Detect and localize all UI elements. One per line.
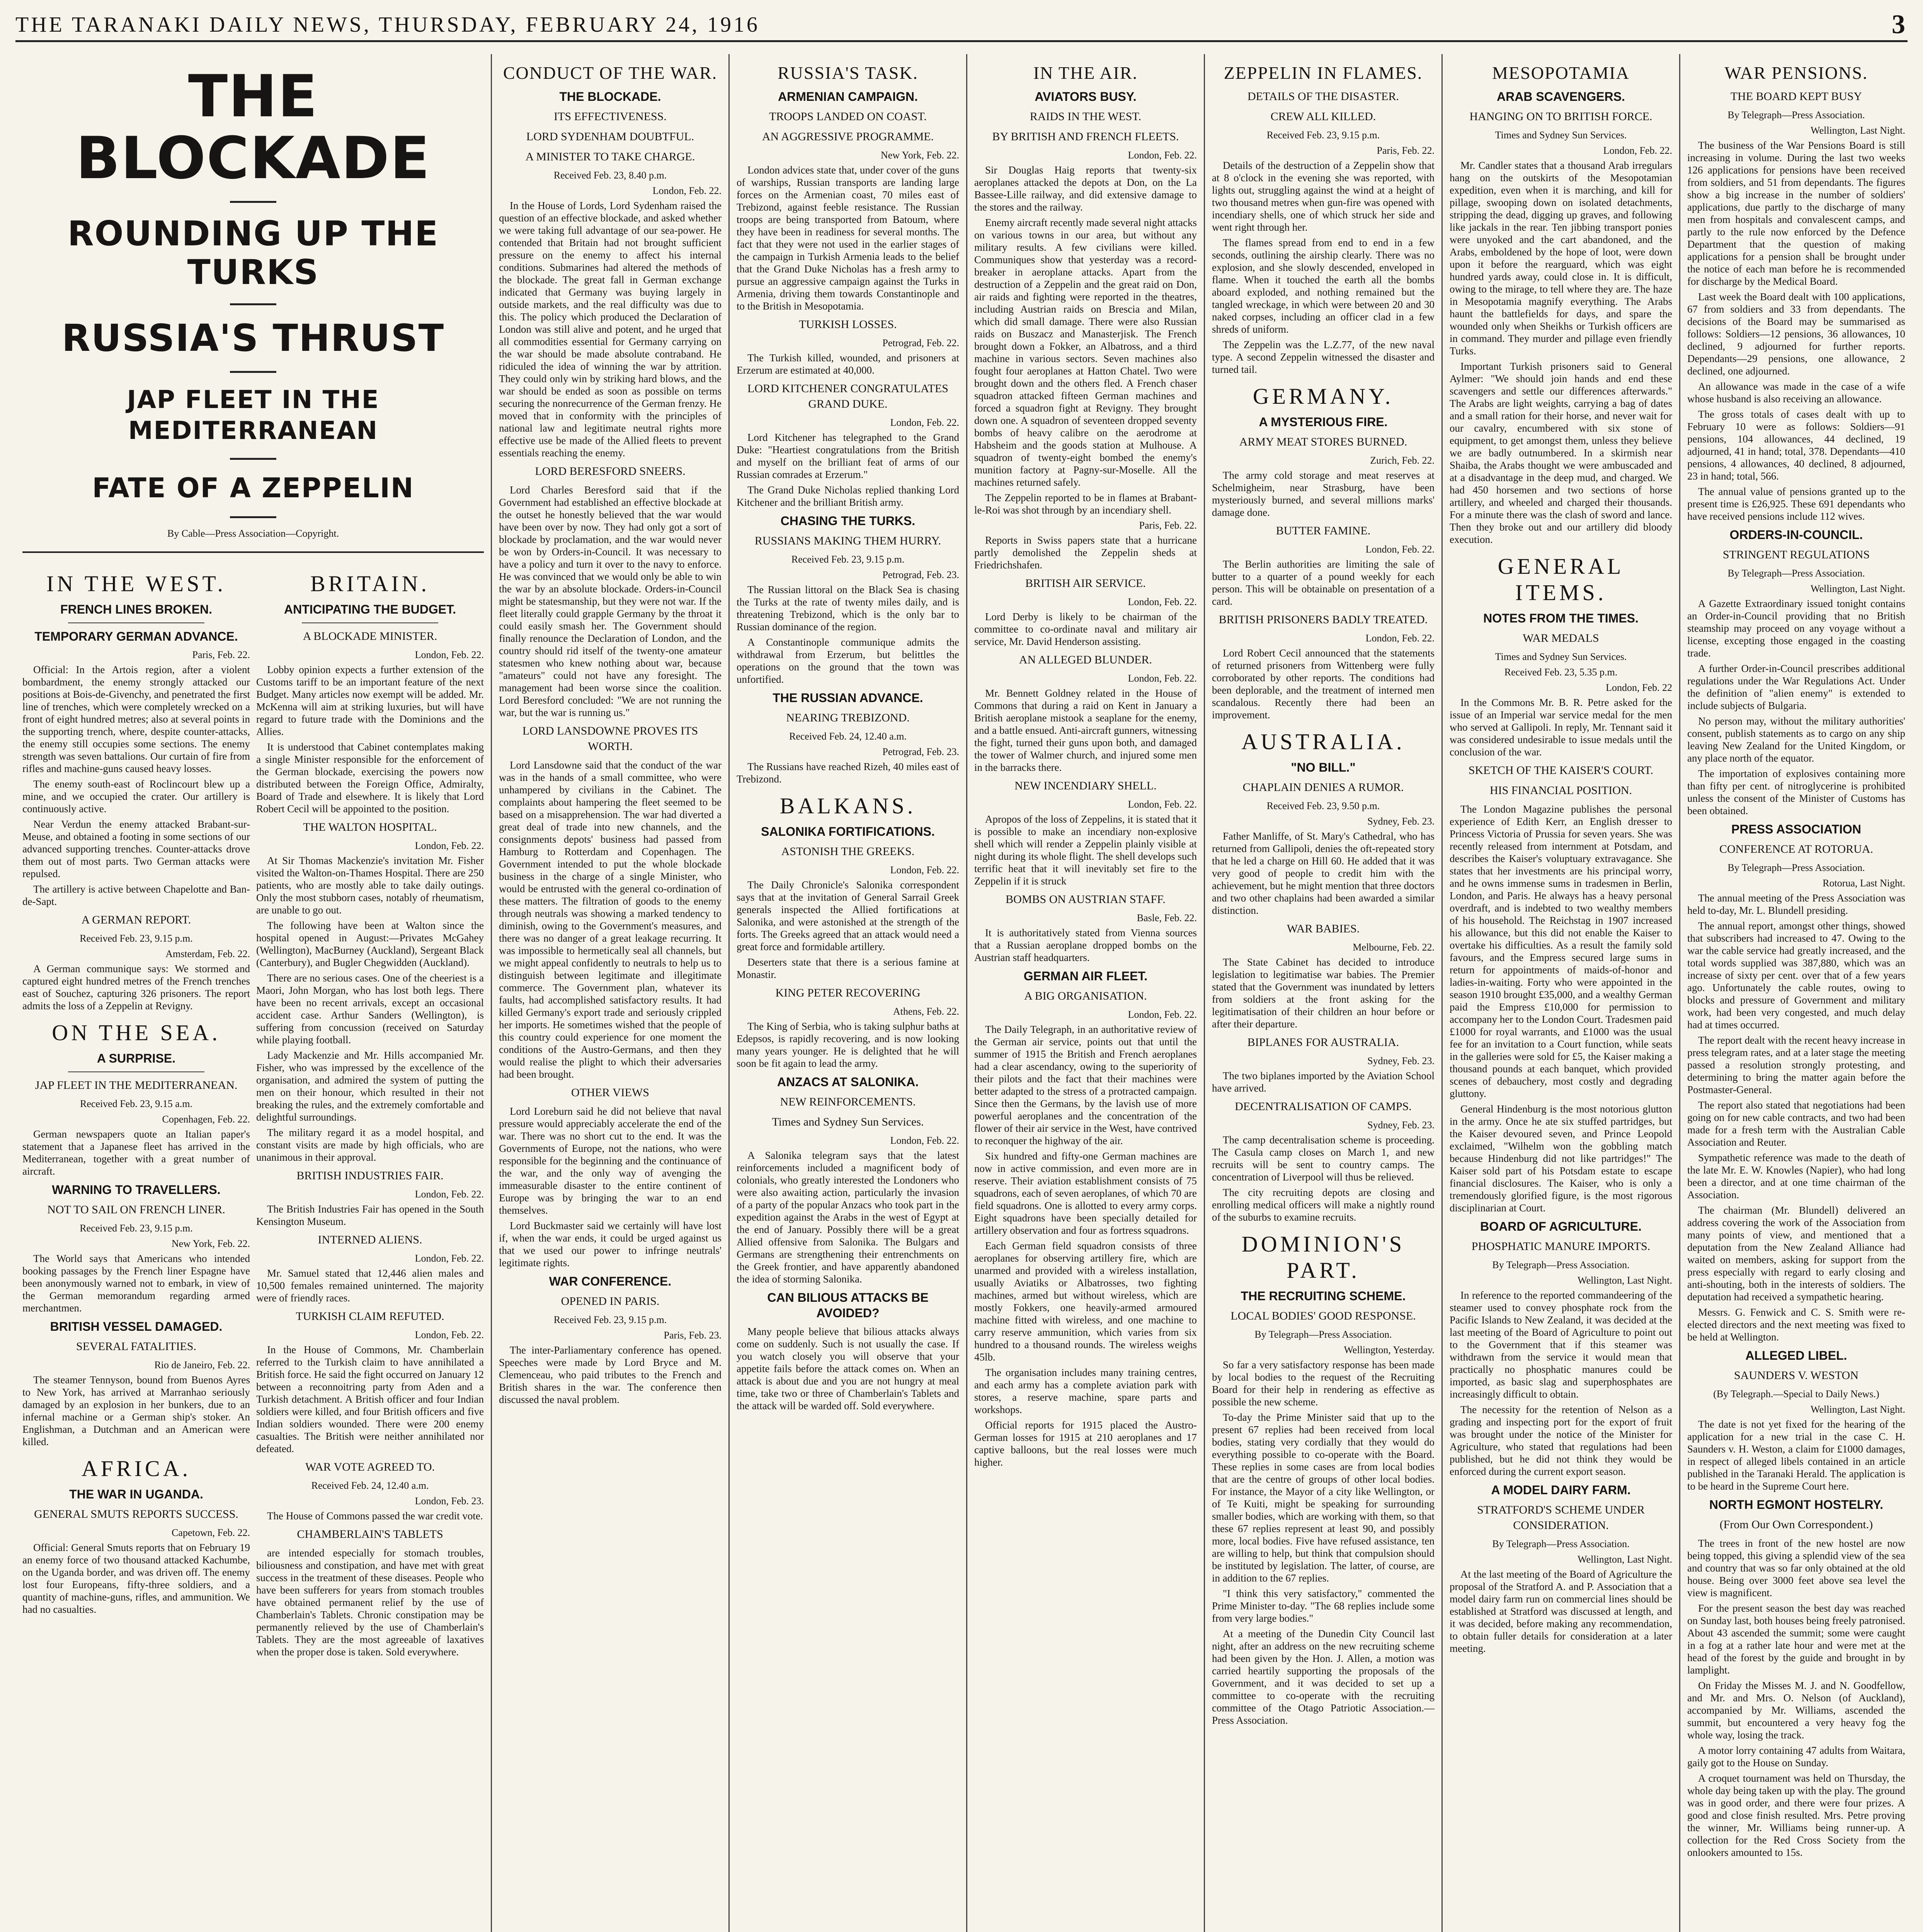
dateline: London, Feb. 22. bbox=[1603, 145, 1672, 156]
byline: By Telegraph—Press Association. bbox=[1492, 1259, 1630, 1270]
column-war-pensions bbox=[1680, 54, 1912, 1932]
divider bbox=[302, 622, 438, 623]
paragraph: Lord Lansdowne said that the conduct of the war was in the hands of a small committee, who were unhampered by civilians in the Cabinet. The complaints about hampering the fleet seemed to be based on a misapprehension. The war had diverted a great deal of trade into new channels, and the consignments depots' business had passed from Hamburg to Rotterdam and Copenhagen. The Government intended to put the whole blockade business in the charge of a single Minister, who would be entrusted with the general co-ordination of these matters. The filtration of goods to the enemy through neutrals was showing a marked tendency to diminish, owing to the Government's measures, and there was no danger of a great leakage recurring. It was impossible to hermetically seal all channels, but we might appeal confidently to neutrals to help us to distinguish between legitimate and illegitimate commerce. The Government plan, whatever its faults, had accomplished satisfactory results. It had killed Germany's export trade and seriously crippled her imports. He sometimes wished that the people of this country could experience for one moment the conditions of the Austro-Germans, and then they would realise the plight to which their adversaries had been brought. bbox=[499, 759, 722, 1080]
paragraph: The steamer Tennyson, bound from Buenos Ayres to New York, has arrived at Marranhao seriously damaged by an explosion in her bunkers, due to an infernal machine or a German ship's stoker. An Englishman, a Dutchman and an American were killed. bbox=[22, 1374, 250, 1447]
advert-text: are intended especially for stomach troubles, biliousness and constipation, and have met with great success in the treatment of these diseases. People who have been sufferers for years from stomach troubles have obtained permanent relief by the use of Chamberlain's Tablets. Chronic constipation may be permanently relieved by the use of Chamberlain's Tablets. They are the most agreeable of laxatives when the proper dose is taken. Sold everywhere. bbox=[256, 1547, 484, 1658]
dateline: Rotorua, Last Night. bbox=[1823, 878, 1905, 889]
dateline: London, Feb. 22. bbox=[1128, 1009, 1197, 1020]
subheading: WAR VOTE AGREED TO. bbox=[305, 1461, 435, 1473]
received-line: Received Feb. 23, 8.40 p.m. bbox=[553, 170, 667, 181]
section-heading: RUSSIA'S TASK. bbox=[777, 63, 919, 83]
subheading: WARNING TO TRAVELLERS. bbox=[52, 1183, 221, 1197]
paragraph: The State Cabinet has decided to introduce legislation to legitimatise war babies. The Premier stated that the Government was inundated by letters from soldiers at the front asking for the legitimatisation of their children an hour before or after their departure. bbox=[1212, 956, 1435, 1030]
paragraph: There are no serious cases. One of the cheeriest is a Maori, John Morgan, who has lost both legs. There have been no recent arrivals, except an occasional accident case. Arthur Sanders (Wellington), is suffering from concussion (received on Saturday while playing football. bbox=[256, 972, 484, 1046]
dateline: London, Feb. 22. bbox=[415, 1189, 484, 1200]
column-zeppelin-in-flames bbox=[1205, 54, 1441, 1932]
dateline: Athens, Feb. 22. bbox=[893, 1006, 959, 1017]
dateline: London, Feb. 22. bbox=[415, 840, 484, 851]
subheading: A GERMAN REPORT. bbox=[81, 913, 191, 926]
paragraph: The House of Commons passed the war credit vote. bbox=[267, 1510, 483, 1522]
subheading: ALLEGED LIBEL. bbox=[1745, 1349, 1847, 1362]
paragraph: Lord Loreburn said he did not believe that naval pressure would appreciably accelerate the end of the war. There was no short cut to the end. It was the Governments of Europe, not the nations, who were responsible for the beginning and the continuance of the war, and the only way of avenging the immeasurable disaster to the entire continent of Europe was by bringing the war to an end themselves. bbox=[499, 1105, 722, 1216]
paragraph: An allowance was made in the case of a wife whose husband is also receiving an allowance. bbox=[1687, 381, 1905, 405]
dateline: London, Feb. 22. bbox=[415, 649, 484, 660]
byline: By Telegraph—Press Association. bbox=[1727, 862, 1865, 873]
divider bbox=[68, 622, 204, 623]
subcolumn-left bbox=[22, 563, 250, 1661]
received-line: Received Feb. 24, 12.40 a.m. bbox=[311, 1480, 429, 1491]
paragraph: The Russians have reached Rizeh, 40 miles east of Trebizond. bbox=[737, 761, 959, 785]
byline: By Telegraph—Press Association. bbox=[1727, 568, 1865, 579]
subheading: THE BLOCKADE. bbox=[559, 90, 661, 104]
received-line: Received Feb. 23, 9.15 p.m. bbox=[791, 554, 905, 565]
subheading: WAR BABIES. bbox=[1287, 922, 1360, 935]
paragraph: General Hindenburg is the most notorious glutton in the army. Once he ate six stuffed partridges, but the Kaiser devoured seven, and Prince Leopold exclaimed, "Wilhelm won the gobbling match because Hindenburg did not like partridges!" The Kaiser sold part of his Potsdam estate to escape financial disclosures. The Kaiser, who is only a tremendously glorified figure, is the most rigorous disciplinarian at Court. bbox=[1450, 1103, 1672, 1214]
paragraph: Mr. Samuel stated that 12,446 alien males and 10,500 females remained uninterned. The majority were of friendly races. bbox=[256, 1267, 484, 1304]
paragraph: The Russian littoral on the Black Sea is chasing the Turks at the rate of twenty miles daily, and is threatening Trebizond, which is the only bar to Russian dominance of the region. bbox=[737, 584, 959, 633]
received-line: Received Feb. 23, 9.15 p.m. bbox=[80, 933, 193, 944]
paragraph: Mr. Candler states that a thousand Arab irregulars hang on the outskirts of the Mesopotamian expedition, even when it is marching, and kill for pillage, swooping down on isolated detachments, stripping the dead, digging up graves, and following like jackals in the rear. Ten jibbing transport ponies were unyoked and the cart abandoned, and the Arabs, emboldened by the hope of loot, were down upon it before the rearguard, which was eight hundred yards away, could close in. It is difficult, owing to the mirage, to tell where they are. The haze in Mesopotamia magnify everything. The Arabs haunt the battlefields for days, and spare the wounded only when Sheikhs or Turkish officers are in command. They murder and pillage even friendly Turks. bbox=[1450, 160, 1672, 357]
paragraph: At Sir Thomas Mackenzie's invitation Mr. Fisher visited the Walton-on-Thames Hospital. There are 250 patients, who are mostly able to take daily outings. Only the most stubborn cases, notably of rheumatism, are unable to go out. bbox=[256, 855, 484, 916]
subheading: A BIG ORGANISATION. bbox=[1024, 990, 1147, 1002]
paragraph: Lord Charles Beresford said that if the Government had established an effective blockade at the outset he honestly believed that the war would have been over by now. They had only got a sort of blockade by proclamation, and the war would never be won by Orders-in-Council. It was necessary to have a policy and turn it over to the navy to enforce. He was convinced that we would only be able to win the war by an absolute blockade. Orders-in-Council might be statesmanship, but they were not war. If the fleet literally could grapple Germany by the throat it could easily smash her. The Government should finally renounce the Declaration of London, and the country should rid itself of the twenty-one amateur statesmen who knew nothing about war, because "amateurs" could not have any foresight. The management had been worse since the coalition. Lord Beresford concluded: "We are not running the war, but the war is running us." bbox=[499, 484, 722, 718]
subheading: TURKISH CLAIM REFUTED. bbox=[296, 1310, 444, 1323]
section-heading: MESOPOTAMIA bbox=[1492, 63, 1630, 83]
section-heading: ZEPPELIN IN FLAMES. bbox=[1224, 63, 1423, 83]
subheading: DECENTRALISATION OF CAMPS. bbox=[1235, 1100, 1412, 1113]
subheading: BRITISH PRISONERS BADLY TREATED. bbox=[1218, 613, 1428, 626]
page-number: 3 bbox=[1892, 10, 1908, 39]
section-heading: BALKANS. bbox=[779, 793, 916, 818]
subheading: CREW ALL KILLED. bbox=[1270, 110, 1376, 123]
byline: By Cable—Press Association—Copyright. bbox=[167, 528, 339, 539]
subheading: NEW INCENDIARY SHELL. bbox=[1014, 779, 1157, 792]
subheading: A BLOCKADE MINISTER. bbox=[303, 630, 437, 643]
dateline: Wellington, Last Night. bbox=[1578, 1275, 1672, 1286]
paragraph: Sympathetic reference was made to the death of the late Mr. E. W. Knowles (Napier), who had long been a director, and at one time chairman of the Association. bbox=[1687, 1152, 1905, 1201]
dateline: London, Feb. 22. bbox=[415, 1329, 484, 1340]
dateline: London, Feb. 22. bbox=[1365, 633, 1435, 644]
paragraph: On Friday the Misses M. J. and N. Goodfellow, and Mr. and Mrs. O. Nelson (of Auckland), accompanied by Mr. Williams, ascended the summit, but encountered a very heavy fog the whole way, losing the track. bbox=[1687, 1680, 1905, 1741]
subheading: A MODEL DAIRY FARM. bbox=[1491, 1483, 1631, 1497]
paragraph: The Daily Chronicle's Salonika correspondent says that at the invitation of General Sarrail Greek generals inspected the Allied fortifications at Salonika, and were astonished at the strength of the forts. The Greeks agreed that an attack would need a great force and formidable artillery. bbox=[737, 879, 959, 952]
dateline: London, Feb. 22. bbox=[652, 185, 722, 196]
paragraph: The following have been at Walton since the hospital opened in August:—Privates McGahey (Wellington), MacBurney (Auckland), Sergeant Black (Canterbury), and Bugler Chegwidden (Auckland). bbox=[256, 920, 484, 968]
subheading: TURKISH LOSSES. bbox=[799, 318, 897, 331]
subheading: NEARING TREBIZOND. bbox=[786, 711, 910, 724]
dateline: Paris, Feb. 22. bbox=[1139, 520, 1197, 531]
subheading: THE WAR IN UGANDA. bbox=[69, 1487, 203, 1501]
subheading: NORTH EGMONT HOSTELRY. bbox=[1709, 1498, 1884, 1512]
paragraph: The trees in front of the new hostel are now being topped, this giving a splendid view of the sea and country that was so far only obtained at the old house. Being over 3000 feet above sea level the view is magnificent. bbox=[1687, 1537, 1905, 1599]
subheading: BRITISH INDUSTRIES FAIR. bbox=[296, 1169, 444, 1182]
received-line: Received Feb. 24, 12.40 a.m. bbox=[789, 731, 907, 742]
subheading: KING PETER RECOVERING bbox=[775, 986, 921, 999]
masthead-title: THE TARANAKI DAILY NEWS, THURSDAY, FEBRUARY 24, 1916 bbox=[15, 13, 760, 37]
paragraph: The inter-Parliamentary conference has opened. Speeches were made by Lord Bryce and M. Clemenceau, who paid tributes to the French and British shares in the war. The conference then discussed the naval problem. bbox=[499, 1344, 722, 1405]
subheading: OPENED IN PARIS. bbox=[561, 1295, 660, 1308]
section-heading: GERMANY. bbox=[1253, 384, 1394, 409]
dateline: Sydney, Feb. 23. bbox=[1367, 816, 1435, 827]
column-in-the-air bbox=[967, 54, 1204, 1932]
dateline: London, Feb. 22. bbox=[890, 864, 959, 876]
subheading: A MYSTERIOUS FIRE. bbox=[1259, 415, 1388, 429]
byline: By Telegraph—Press Association. bbox=[1492, 1538, 1630, 1549]
paragraph: London advices state that, under cover of the guns of warships, Russian transports are landing large forces on the Armenian coast, 70 miles east of Trebizond, against feeble resistance. The Russian troops are being transported from Batoum, where they have been in readiness for several months. The fact that they were not used in the earlier stages of the campaign in Turkish Armenia leads to the belief that the Grand Duke Nicholas has a fresh army to pursue an aggressive campaign against the Turks in Armenia, driving them towards Constantinople and to the British in Mesopotamia. bbox=[737, 164, 959, 312]
section-heading: GENERAL ITEMS. bbox=[1498, 554, 1624, 605]
paragraph: The military regard it as a model hospital, and constant visits are made by high officials, who are unanimous in their approval. bbox=[256, 1127, 484, 1163]
paragraph: Lord Kitchener has telegraphed to the Grand Duke: "Heartiest congratulations from the British and myself on the brilliant feat of arms of our Russian comrades at Erzerum." bbox=[737, 432, 959, 480]
received-line: Received Feb. 23, 9.15 p.m. bbox=[80, 1223, 193, 1234]
subheading: HIS FINANCIAL POSITION. bbox=[1489, 784, 1632, 797]
section-heading: DOMINION'S PART. bbox=[1241, 1231, 1405, 1283]
paragraph: The flames spread from end to end in a few seconds, outlining the airship clearly. There was no explosion, and she slowly descended, enveloped in flame. When it touched the earth all the bombs aboard exploded, and nothing remained but the tangled wreckage, in which were between 20 and 30 naked corpses, including an officer clad in a few shreds of uniform. bbox=[1212, 237, 1435, 335]
subheading: HANGING ON TO BRITISH FORCE. bbox=[1469, 110, 1652, 123]
paragraph: Father Manliffe, of St. Mary's Cathedral, who has returned from Gallipoli, denies the oft-repeated story that he led a charge on Hill 60. He added that it was very good of people to credit him with the achievement, but he might mention that three doctors and two other chaplains had been awarded a similar distinction. bbox=[1212, 830, 1435, 916]
section-heading: IN THE WEST. bbox=[46, 571, 226, 596]
dateline: Basle, Feb. 22. bbox=[1137, 912, 1197, 923]
subheading: JAP FLEET IN THE MEDITERRANEAN. bbox=[35, 1079, 238, 1092]
paragraph: For the present season the best day was reached on Sunday last, both houses being freely patronised. About 43 ascended the summit; some were caught in a fog at a rather late hour and were met at the head of the forest by the guide and brought in by lamplight. bbox=[1687, 1602, 1905, 1676]
paragraph: Details of the destruction of a Zeppelin show that at 8 o'clock in the evening she was reported, with lights out, struggling against the wind at a height of two thousand metres when gun-fire was opened with incendiary shells, one of which struck her side and went right through her. bbox=[1212, 160, 1435, 233]
subheading: CHASING THE TURKS. bbox=[780, 514, 916, 528]
dateline: London, Feb. 23. bbox=[415, 1495, 484, 1507]
column-mesopotamia bbox=[1443, 54, 1679, 1932]
dateline: Wellington, Last Night. bbox=[1811, 583, 1905, 594]
subheading: LORD BERESFORD SNEERS. bbox=[535, 465, 686, 478]
subheading: BY BRITISH AND FRENCH FLEETS. bbox=[992, 130, 1179, 143]
subheading: A SURPRISE. bbox=[97, 1051, 176, 1065]
subheading: GENERAL SMUTS REPORTS SUCCESS. bbox=[34, 1508, 238, 1520]
subheading: LORD LANSDOWNE PROVES ITS WORTH. bbox=[522, 724, 698, 753]
paragraph: To-day the Prime Minister said that up to the present 67 replies had been received from local bodies, stating very cordially that they would do everything possible to co-operate with the Board. These replies in some cases are from local bodies that are the centre of groups of other local bodies. For instance, the Mayor of a city like Wellington, or of Te Kuiti, might be speaking for surrounding smaller bodies, which are working with them, so that these 67 replies represent at least 90, and possibly more, local bodies. Five have refused assistance, ten are willing to help, but think that compulsion should be instituted by legislation. The latter, of course, are in addition to the 67 replies. bbox=[1212, 1412, 1435, 1584]
paragraph: So far a very satisfactory response has been made by local bodies to the request of the Recruiting Board for their help in rendering as effective as possible the new scheme. bbox=[1212, 1359, 1435, 1408]
subheading: SEVERAL FATALITIES. bbox=[76, 1340, 196, 1353]
paragraph: The business of the War Pensions Board is still increasing in volume. During the last two weeks 126 applications for pensions have been received from soldiers, and 51 from dependants. The figures show a big increase in the number of soldiers' applications, due partly to the discharge of many men from hospitals and convalescent camps, and partly to the rule now enforced by the Defence Department that the question of making applications for a pension shall be brought under the notice of each man before he is recommended for discharge by the Medical Board. bbox=[1687, 139, 1905, 287]
byline: (By Telegraph.—Special to Daily News.) bbox=[1713, 1388, 1879, 1400]
section-heading: IN THE AIR. bbox=[1033, 63, 1138, 83]
dateline: London, Feb. 22. bbox=[1128, 673, 1197, 684]
subheading: CONFERENCE AT ROTORUA. bbox=[1719, 843, 1874, 855]
subheading: (From Our Own Correspondent.) bbox=[1719, 1518, 1873, 1531]
paragraph: Messrs. G. Fenwick and C. S. Smith were re-elected directors and the next meeting was fixed to be held at Wellington. bbox=[1687, 1306, 1905, 1343]
subheading: BOARD OF AGRICULTURE. bbox=[1480, 1219, 1642, 1233]
paragraph: It is authoritatively stated from Vienna sources that a Russian aeroplane dropped bombs on the Austrian staff headquarters. bbox=[974, 927, 1197, 963]
paragraph: The date is not yet fixed for the hearing of the application for a new trial in the case C. H. Saunders v. H. Weston, a claim for £1000 damages, in respect of alleged libels contained in an article published in the Taranaki Herald. The application is to be heard in the Supreme Court here. bbox=[1687, 1418, 1905, 1492]
paragraph: At a meeting of the Dunedin City Council last night, after an address on the new recruiting scheme had been given by the Hon. J. Allen, a motion was carried heartily supporting the proposals of the Government, and it was decided to set up a committee to co-operate with the recruiting committee of the Otago Patriotic Association.—Press Association. bbox=[1212, 1628, 1435, 1726]
paragraph: The army cold storage and meat reserves at Schelmigheim, near Strasburg, have been mysteriously burned, and several millions marks' damage done. bbox=[1212, 469, 1435, 518]
subheading: LORD KITCHENER CONGRATULATES GRAND DUKE. bbox=[747, 382, 948, 410]
subheading: CHAPLAIN DENIES A RUMOR. bbox=[1242, 781, 1404, 794]
divider bbox=[68, 1071, 204, 1072]
paragraph: It is understood that Cabinet contemplates making a single Minister responsible for the enforcement of the German blockade, exercising the powers now distributed between the Foreign Office, Admiralty, Board of Trade and elsewhere. It is likely that Lord Robert Cecil will be appointed to the position. bbox=[256, 741, 484, 815]
subheading: ANZACS AT SALONIKA. bbox=[777, 1075, 919, 1089]
paragraph: The Daily Telegraph, in an authoritative review of the German air service, points out that until the summer of 1915 the British and French aeroplanes had a clear ascendancy, owing to the superiority of their pilots and the fact that their machines were better adapted to the stress of a protracted campaign. Since then the Germans, by the lavish use of more powerful aeroplanes and the concentration of the flower of their air service in the West, have contrived to reconquer the highway of the air. bbox=[974, 1024, 1197, 1146]
subheading: NOTES FROM THE TIMES. bbox=[1483, 611, 1639, 625]
paragraph: Each German field squadron consists of three aeroplanes for observing artillery fire, which are unarmed and provided with a wireless installation, usually Aviatiks or Albatrosses, two fighting machines, armed but without wireless, which are mostly Fokkers, one heavily-armed armoured machine fitted with wireless, and one machine to carry reserve ammunition, which varies from six hundred to a thousand rounds. The wireless weighs 45lb. bbox=[974, 1240, 1197, 1363]
subheading: THE BOARD KEPT BUSY bbox=[1730, 90, 1862, 103]
headline-turks: ROUNDING UP THE TURKS bbox=[67, 214, 439, 292]
paragraph: A Gazette Extraordinary issued tonight contains an Order-in-Council providing that no British steamship may proceed on any voyage without a license, excepting those engaged in the coasting trade. bbox=[1687, 598, 1905, 659]
dateline: London, Feb. 22. bbox=[1365, 544, 1435, 555]
subheading: AN ALLEGED BLUNDER. bbox=[1019, 653, 1152, 666]
byline: By Telegraph—Press Association. bbox=[1254, 1329, 1392, 1340]
paragraph: In reference to the reported commandeering of the steamer used to convey phosphate rock from the Pacific Islands to New Zealand, it was decided at the last meeting of the Board of Agriculture to point out to the Government that if this steamer was withdrawn from the service it would mean that practically no phosphatic manures could be imported, as basic slag and superphosphates are increasingly difficult to obtain. bbox=[1450, 1289, 1672, 1400]
paragraph: Lord Buckmaster said we certainly will have lost if, when the war ends, it could be urged against us that we used our power to infringe neutrals' legitimate rights. bbox=[499, 1220, 722, 1269]
dateline: Paris, Feb. 22. bbox=[1377, 145, 1435, 156]
dateline: New York, Feb. 22. bbox=[881, 150, 959, 161]
subheading: Times and Sydney Sun Services. bbox=[772, 1116, 924, 1128]
paragraph: In the House of Commons, Mr. Chamberlain referred to the Turkish claim to have annihilated a British force. He said the fight occurred on January 12 between a reconnoitring party from Aden and a Turkish detachment. A British officer and four Indian soldiers were killed, and four British officers and five Indian soldiers wounded. There were 200 enemy casualties. The British were neither annihilated nor defeated. bbox=[256, 1344, 484, 1454]
paragraph: The report dealt with the recent heavy increase in press telegram rates, and at a later stage the meeting passed a resolution strongly protesting, and determining to bring the matter again before the Postmaster-General. bbox=[1687, 1034, 1905, 1095]
received-line: Received Feb. 23, 9.15 p.m. bbox=[553, 1314, 667, 1325]
paragraph: The city recruiting depots are closing and enrolling medical officers will make a nightly round of the suburbs to examine recruits. bbox=[1212, 1187, 1435, 1223]
paragraph: Enemy aircraft recently made several night attacks on various towns in our area, but without any military results. A few civilians were killed. Communiques show that yesterday was a record-breaker in aeroplane attacks. Apart from the destruction of a Zeppelin and the great raid on Don, air raids and fighting were reported in the theatres, including Austrian raids on Brescia and Milan, which did small damage. There were also Russian raids on Buszacz and Manasterjisk. The French brought down a Fokker, an Albatross, and a third machine in various sectors. Seven machines also fought four aeroplanes at Hatton Chatel. Two were brought down and the others fled. A French chaser squadron attacked fifteen German machines and forced a squadron fight at Revigny. They brought down one. A squadron of seventeen dropped seventy bombs of heavy calibre on the aerodrome at Habsheim and the goods station at Mulhouse. A squadron of twenty-eight bombed the enemy's munition factory at Pagny-sur-Moselle. All the machines returned safely. bbox=[974, 217, 1197, 488]
divider bbox=[230, 303, 276, 305]
subheading: ASTONISH THE GREEKS. bbox=[781, 845, 915, 858]
subheading: BOMBS ON AUSTRIAN STAFF. bbox=[1006, 893, 1166, 906]
subheading: TEMPORARY GERMAN ADVANCE. bbox=[34, 629, 238, 643]
dateline: Copenhagen, Feb. 22. bbox=[162, 1114, 250, 1125]
received-line: Received Feb. 23, 9.50 p.m. bbox=[1266, 800, 1380, 811]
divider bbox=[230, 371, 276, 373]
advert-heading: CAN BILIOUS ATTACKS BE AVOIDED? bbox=[767, 1291, 929, 1320]
dateline: London, Feb. 22. bbox=[1128, 799, 1197, 810]
received-line: Received Feb. 23, 9.15 p.m. bbox=[1266, 129, 1380, 141]
subheading: RUSSIANS MAKING THEM HURRY. bbox=[754, 534, 941, 547]
dateline: Petrograd, Feb. 23. bbox=[882, 569, 959, 580]
dateline: Zurich, Feb. 22. bbox=[1370, 455, 1435, 466]
received-line: Received Feb. 23, 5.35 p.m. bbox=[1504, 667, 1618, 678]
paragraph: In the Commons Mr. B. R. Petre asked for the issue of an Imperial war service medal for the men who served at Gallipoli. In reply, Mr. Tennant said it was considered undesirable to issue medals until the conclusion of the war. bbox=[1450, 697, 1672, 758]
dateline: London, Feb. 22. bbox=[1128, 150, 1197, 161]
section-heading: BRITAIN. bbox=[310, 571, 430, 596]
subcolumn-right bbox=[256, 563, 484, 1661]
subheading: THE RUSSIAN ADVANCE. bbox=[773, 691, 923, 705]
subheading: LOCAL BODIES' GOOD RESPONSE. bbox=[1230, 1310, 1416, 1322]
paragraph: Important Turkish prisoners said to General Aylmer: "We should join hands and end these scavengers and settle our differences afterwards." The Arabs are light weights, carrying a bag of dates and a small ration for their horse, and never wait for our cavalry, encumbered with six stone of equipment, to get amongst them, unless they believe we are badly outnumbered. In a skirmish near Shaiba, the Arabs thought we were ambuscaded and at a disadvantage in the deep mud, and charged. We had 450 horsemen and two sections of horse artillery, and wheeled and charged their thousands. For a minute there was the clash of sword and lance. Then they broke out and our artillery did bloody execution. bbox=[1450, 361, 1672, 545]
service-line: Times and Sydney Sun Services. bbox=[1495, 651, 1627, 662]
paragraph: The Zeppelin reported to be in flames at Brabant-le-Roi was shot through by an incendiary shell. bbox=[974, 492, 1197, 516]
headline-russia: RUSSIA'S THRUST bbox=[61, 316, 445, 360]
paragraph: Official: General Smuts reports that on February 19 an enemy force of two thousand attacked Kachumbe, on the Uganda border, and was driven off. The enemy lost four Europeans, fifty-three soldiers, and a quantity of machine-guns, rifles, and ammunition. We had no casualties. bbox=[22, 1542, 250, 1615]
subheading: NEW REINFORCEMENTS. bbox=[780, 1095, 916, 1108]
paragraph: A motor lorry containing 47 adults from Waitara, gaily got to the House on Sunday. bbox=[1687, 1745, 1905, 1769]
paragraph: The report also stated that negotiations had been going on for new cable contracts, and two had been made for a fresh term with the Australian Cable Association and Reuter. bbox=[1687, 1099, 1905, 1148]
received-line: Received Feb. 23, 9.15 a.m. bbox=[80, 1098, 192, 1109]
subheading: ITS EFFECTIVENESS. bbox=[554, 110, 667, 123]
paragraph: Official: In the Artois region, after a violent bombardment, the enemy strongly attacked our positions at Bois-de-Givenchy, and penetrated the first line of trenches, which were completely wrecked on a front of eight hundred metres; also at several points in the supporting trench, where, despite counter-attacks, the enemy still occupies some sections. The enemy strength was seven battalions. Our curtain of fire from rifles and machine-guns caused heavy losses. bbox=[22, 664, 250, 774]
dateline: London, Feb. 22. bbox=[1128, 596, 1197, 607]
service-line: Times and Sydney Sun Services. bbox=[1495, 129, 1627, 141]
dateline: Wellington, Last Night. bbox=[1811, 125, 1905, 136]
paragraph: The Turkish killed, wounded, and prisoners at Erzerum are estimated at 40,000. bbox=[737, 352, 959, 376]
subheading: BRITISH AIR SERVICE. bbox=[1025, 577, 1146, 590]
paragraph: Lady Mackenzie and Mr. Hills accompanied Mr. Fisher, who was impressed by the excellence of the organisation, and admired the system of putting the men on their honour, which resulted in their not breaking the rules, and the extremely comfortable and delightful surroundings. bbox=[256, 1049, 484, 1123]
subheading: SALONIKA FORTIFICATIONS. bbox=[761, 825, 935, 838]
paragraph: German newspapers quote an Italian paper's statement that a Japanese fleet has arrived in the Mediterranean, together with a great number of aircraft. bbox=[22, 1128, 250, 1177]
dateline: Rio de Janeiro, Feb. 22. bbox=[154, 1359, 250, 1371]
paragraph: The London Magazine publishes the personal experience of Edith Kerr, an English dresser to Princess Victoria of Prussia for seven years. She was recently released from internment at Potsdam, and describes the Kaiser's voluptuary extravagance. She states that her investments are his principal worry, and he owns immense sums in tradesmen in Berlin, London, and Paris. He always has a heavy personal overdraft, and is indebted to two wealthy members of his household. The Reichstag in 1907 increased his allowance, but this did not enable the Kaiser to overtake his difficulties. As a result the family sold favours, and the Empress secured large sums in return for appointments of maids-of-honor and ladies-in-waiting. Forty who were appointed in the season 1910 brought £35,000, and a wealthy German paid the Empress £10,000 for permission to accompany her to the London Court. Tradesmen paid £1000 for royal warrants, and £1000 was the usual fee for an invitation to a Court function, while seats in the galleries were sold for £5, the Kaiser making a thousand pounds at each banquet, which provided scenes of debauchery, most costly and degrading gluttony. bbox=[1450, 803, 1672, 1099]
advert-heading: CHAMBERLAIN'S TABLETS bbox=[297, 1528, 443, 1541]
paragraph: Mr. Bennett Goldney related in the House of Commons that during a raid on Kent in January a British aeroplane mistook a seaplane for the enemy, and a battle ensued. Anti-aircraft gunners, witnessing the fight, turned their guns upon both, and damaged the tower of Walmer church, and injured some men in the barracks there. bbox=[974, 687, 1197, 773]
paragraph: Lord Derby is likely to be chairman of the committee to co-ordinate naval and military air service, Mr. David Henderson assisting. bbox=[974, 611, 1197, 647]
subheading: DETAILS OF THE DISASTER. bbox=[1247, 90, 1399, 103]
subheading: BRITISH VESSEL DAMAGED. bbox=[50, 1320, 223, 1333]
subheading: SKETCH OF THE KAISER'S COURT. bbox=[1468, 764, 1654, 777]
subheading: AN AGGRESSIVE PROGRAMME. bbox=[762, 130, 934, 143]
subheading: WAR CONFERENCE. bbox=[549, 1274, 672, 1288]
paragraph: Near Verdun the enemy attacked Brabant-sur-Meuse, and obtained a footing in some sections of our advanced supporting trenches. Counter-attacks drove them out of most parts. Two German attacks were repulsed. bbox=[22, 818, 250, 879]
subheading: LORD SYDENHAM DOUBTFUL. bbox=[526, 130, 694, 143]
dateline: London, Feb. 22. bbox=[890, 417, 959, 428]
advert-text: Many people believe that bilious attacks always come on suddenly. Such is not usually the case. If you watch closely you will observe that your appetite fails before the attack comes on. When an attack is about due and you are not hungry at meal time, take two or three of Chamberlain's Tablets and the attack will be warded off. Sold everywhere. bbox=[737, 1326, 959, 1412]
subheading: ARAB SCAVENGERS. bbox=[1497, 90, 1625, 104]
paragraph: The enemy south-east of Roclincourt blew up a mine, and we occupied the crater. Our artillery is continuously active. bbox=[22, 778, 250, 815]
paragraph: Reports in Swiss papers state that a hurricane partly demolished the Zeppelin sheds at Friedrichshafen. bbox=[974, 534, 1197, 571]
subheading: INTERNED ALIENS. bbox=[318, 1233, 422, 1246]
dateline: Petrograd, Feb. 22. bbox=[882, 337, 959, 349]
paragraph: The two biplanes imported by the Aviation School have arrived. bbox=[1212, 1070, 1435, 1094]
dateline: Wellington, Last Night. bbox=[1578, 1554, 1672, 1565]
paragraph: The King of Serbia, who is taking sulphur baths at Edepsos, is rapidly recovering, and is now looking many years younger. He is delighted that he will soon be fit again to lead the army. bbox=[737, 1020, 959, 1069]
divider bbox=[230, 516, 276, 518]
column-lead bbox=[15, 54, 491, 1932]
paragraph: No person may, without the military authorities' consent, publish statements as to cargo on any ship leaving New Zealand for the United Kingdom, or any place north of the equator. bbox=[1687, 715, 1905, 764]
headline-zeppelin: FATE OF A ZEPPELIN bbox=[92, 472, 414, 504]
section-heading: ON THE SEA. bbox=[52, 1020, 221, 1045]
subheading: OTHER VIEWS bbox=[571, 1086, 649, 1099]
paragraph: The annual meeting of the Press Association was held to-day, Mr. L. Blundell presiding. bbox=[1687, 892, 1905, 916]
subheading: A MINISTER TO TAKE CHARGE. bbox=[525, 150, 695, 163]
section-heading: WAR PENSIONS. bbox=[1724, 63, 1868, 83]
dateline: London, Feb. 22. bbox=[415, 1253, 484, 1264]
headline-jap-fleet: JAP FLEET IN THE MEDITERRANEAN bbox=[127, 386, 379, 445]
divider bbox=[230, 201, 276, 203]
subheading: STRATFORD'S SCHEME UNDER CONSIDERATION. bbox=[1477, 1503, 1645, 1532]
paragraph: The importation of explosives containing more than fifty per cent. of nitroglycerine is prohibited unless the consent of the Minister of Customs has been obtained. bbox=[1687, 768, 1905, 816]
subheading: PHOSPHATIC MANURE IMPORTS. bbox=[1471, 1240, 1651, 1253]
paragraph: Last week the Board dealt with 100 applications, 67 from soldiers and 33 from dependants. The decisions of the Board may be summarised as follows: Soldiers—12 pensions, 36 allowances, 10 declined, 9 adjourned for further reports. Dependants—29 pensions, one allowance, 2 declined, one adjourned. bbox=[1687, 291, 1905, 377]
paragraph: Lobby opinion expects a further extension of the Customs tariff to be an important feature of the next Budget. Many articles now exempt will be added. Mr. McKenna will aim at striking luxuries, but will have regard to future trade with the Dominions and the Allies. bbox=[256, 664, 484, 737]
dateline: Wellington, Last Night. bbox=[1811, 1404, 1905, 1415]
subheading: RAIDS IN THE WEST. bbox=[1030, 110, 1142, 123]
subheading: FRENCH LINES BROKEN. bbox=[60, 602, 212, 616]
paragraph: The British Industries Fair has opened in the South Kensington Museum. bbox=[256, 1203, 484, 1227]
subheading: GERMAN AIR FLEET. bbox=[1023, 969, 1148, 983]
paragraph: The chairman (Mr. Blundell) delivered an address covering the work of the Association from many points of view, and mentioned that a deputation from the New Zealand Alliance had waited on members, asking for support from the press especially with regard to early closing and anti-shouting, both in the interests of soldiers. The deputation had received a sympathetic hearing. bbox=[1687, 1204, 1905, 1303]
paragraph: "I think this very satisfactory," commented the Prime Minister to-day. "The 68 replies include some from very large bodies." bbox=[1212, 1588, 1435, 1624]
dateline: Petrograd, Feb. 23. bbox=[882, 746, 959, 757]
lead-split bbox=[22, 563, 484, 1661]
dateline: Wellington, Yesterday. bbox=[1344, 1344, 1435, 1355]
subheading: BIPLANES FOR AUSTRALIA. bbox=[1247, 1036, 1399, 1049]
divider bbox=[22, 551, 484, 553]
subheading: NOT TO SAIL ON FRENCH LINER. bbox=[47, 1203, 225, 1216]
dateline: London, Feb. 22. bbox=[890, 1135, 959, 1146]
section-heading: AUSTRALIA. bbox=[1241, 729, 1405, 754]
subheading: BUTTER FAMINE. bbox=[1276, 524, 1371, 537]
paragraph: Six hundred and fifty-one German machines are now in active commission, and even more are in reserve. Their aviation establishment consists of 75 squadrons, each of seven aeroplanes, of which 70 are field squadrons. One is allotted to every army corps. Eight squadrons have been specially detailed for artillery observation and four as fortress squadrons. bbox=[974, 1150, 1197, 1236]
subheading: THE RECRUITING SCHEME. bbox=[1241, 1289, 1406, 1303]
paragraph: The annual report, amongst other things, showed that subscribers had increased to 47. Owing to the war the cable service had greatly increased, and the total words supplied was 387,880, which was an increase of sixty per cent. over that of a few years ago. Unfortunately the cable routes, owing to blocks and pressure of Government and military work, had been very congested, and much delay had at times occurred. bbox=[1687, 920, 1905, 1031]
dateline: Paris, Feb. 23. bbox=[664, 1330, 722, 1341]
paragraph: Lord Robert Cecil announced that the statements of returned prisoners from Wittenberg were fully corroborated by other reports. The conditions had been deplorable, and the treatment of interned men scandalous. Recently there had been an improvement. bbox=[1212, 647, 1435, 721]
paragraph: A German communique says: We stormed and captured eight hundred metres of the French trenches east of Souchez, capturing 326 prisoners. The report admits the loss of a Zeppelin at Revigny. bbox=[22, 963, 250, 1012]
dateline: Sydney, Feb. 23. bbox=[1367, 1055, 1435, 1066]
paragraph: The necessity for the retention of Nelson as a grading and inspecting port for the export of fruit was brought under the notice of the Minister for Agriculture, who stated that regulations had been published, but he did not think they would be enforced during the current export season. bbox=[1450, 1404, 1672, 1477]
section-heading: CONDUCT OF THE WAR. bbox=[503, 63, 718, 83]
subheading: ANTICIPATING THE BUDGET. bbox=[284, 602, 456, 616]
paragraph: The annual value of pensions granted up to the present time is £26,925. These 691 dependants who have received pensions include 112 wives. bbox=[1687, 486, 1905, 522]
paragraph: Apropos of the loss of Zeppelins, it is stated that it is possible to make an incendiary non-explosive shell which will render a Zeppelin plainly visible at night during its whole flight. The shell develops such terrific heat that it will inevitably set fire to the Zeppelin if it is struck bbox=[974, 813, 1197, 887]
paragraph: A further Order-in-Council prescribes additional regulations under the War Regulations Act. Under the definition of "alien enemy" is extended to include subjects of Bulgaria. bbox=[1687, 663, 1905, 711]
subheading: THE WALTON HOSPITAL. bbox=[303, 821, 437, 833]
dateline: London, Feb. 22 bbox=[1606, 682, 1672, 693]
divider bbox=[230, 458, 276, 460]
paragraph: Sir Douglas Haig reports that twenty-six aeroplanes attacked the depots at Don, on the La Bassee-Lille railway, and did extensive damage to the stores and the railway. bbox=[974, 164, 1197, 213]
paragraph: A croquet tournament was held on Thursday, the whole day being taken up with the play. The ground was in good order, and there were four prizes. A good and close finish resulted. Mrs. Petre proving the winner, Mr. Williams being runner-up. A collection for the Red Cross Society from the onlookers amounted to 15s. bbox=[1687, 1772, 1905, 1858]
subheading: PRESS ASSOCIATION bbox=[1731, 822, 1862, 836]
dateline: Capetown, Feb. 22. bbox=[172, 1527, 250, 1538]
dateline: Amsterdam, Feb. 22. bbox=[165, 948, 250, 959]
subheading: STRINGENT REGULATIONS bbox=[1722, 548, 1870, 561]
paragraph: A Constantinople communique admits the withdrawal from Erzerum, but belittles the operations on the ground that the town was unfortified. bbox=[737, 636, 959, 685]
subheading: "NO BILL." bbox=[1291, 760, 1356, 774]
dateline: Melbourne, Feb. 22. bbox=[1353, 942, 1435, 953]
paragraph: The camp decentralisation scheme is proceeding. The Casula camp closes on March 1, and new recruits will be sent to country camps. The concentration of Liverpool will thus be relieved. bbox=[1212, 1134, 1435, 1183]
dateline: Paris, Feb. 22. bbox=[192, 649, 250, 660]
column-russias-task bbox=[730, 54, 966, 1932]
byline: By Telegraph—Press Association. bbox=[1727, 109, 1865, 121]
subheading: ORDERS-IN-COUNCIL. bbox=[1729, 528, 1863, 542]
subheading: TROOPS LANDED ON COAST. bbox=[769, 110, 927, 123]
paragraph: In the House of Lords, Lord Sydenham raised the question of an effective blockade, and asked whether we were taking full advantage of our sea-power. He contended that Britain had not brought sufficient pressure on the enemy to affect his internal conditions. Submarines had altered the methods of the blockade. The great fall in German exchange indicated that Germany was buying largely in outside markets, and the real difficulty was due to this. The policy which produced the Declaration of London was still alive and potent, and he urged that all commodities essential for Germany carrying on the war should be made absolute contraband. He ridiculed the idea of winning the war by attrition. They could only win by striking hard blows, and the war should be ended as soon as possible on terms securing the nonrecurrence of the German frenzy. He moved that in conformity with the principles of national law and legitimate neutral rights more effective use be made of the Allied fleets to prevent essentials reaching the enemy. bbox=[499, 200, 722, 459]
dateline: Sydney, Feb. 23. bbox=[1367, 1119, 1435, 1131]
column-conduct-of-war bbox=[492, 54, 728, 1932]
paragraph: The organisation includes many training centres, and each army has a complete aviation park with stores, a reserve machine, spare parts and workshops. bbox=[974, 1367, 1197, 1415]
masthead bbox=[15, 9, 1908, 42]
paragraph: Deserters state that there is a serious famine at Monastir. bbox=[737, 956, 959, 980]
section-heading: AFRICA. bbox=[81, 1456, 191, 1481]
paragraph: A Salonika telegram says that the latest reinforcements included a magnificent body of colonials, who greatly interested the Londoners who were also awaiting action, particularly the invasion of a party of the popular Anzacs who took part in the expedition against the Arabs in the west of Egypt at the end of January. Possibly there will be a great Allied offensive from Salonika. The Bulgars and Germans are strengthening their entrenchments on the Greek frontier, and have apparently abandoned the idea of storming Salonika. bbox=[737, 1150, 959, 1285]
paragraph: The Berlin authorities are limiting the sale of butter to a quarter of a pound weekly for each person. This will be obtainable on presentation of a card. bbox=[1212, 558, 1435, 607]
paragraph: At the last meeting of the Board of Agriculture the proposal of the Stratford A. and P. Association that a model dairy farm run on commercial lines should be established at Stratford was discussed at length, and it was decided, before making any recommendation, to obtain fuller details for consideration at a later meeting. bbox=[1450, 1568, 1672, 1654]
dateline: New York, Feb. 22. bbox=[172, 1238, 250, 1249]
paragraph: The gross totals of cases dealt with up to February 10 were as follows: Soldiers—91 pensions, 104 allowances, 44 declined, 19 adjourned, 41 in hand; total, 378. Dependants—410 pensions, 4 allowances, 40 declined, 8 adjourned, 23 in hand; total, 566. bbox=[1687, 408, 1905, 482]
headline-blockade: THE BLOCKADE bbox=[76, 63, 431, 192]
subheading: SAUNDERS V. WESTON bbox=[1734, 1369, 1859, 1382]
paragraph: The Zeppelin was the L.Z.77, of the new naval type. A second Zeppelin witnessed the disaster and turned tail. bbox=[1212, 339, 1435, 375]
paragraph: Official reports for 1915 placed the Austro-German losses for 1915 at 210 aeroplanes and 17 captive balloons, but the real losses were much higher. bbox=[974, 1419, 1197, 1468]
paragraph: The artillery is active between Chapelotte and Ban-de-Sapt. bbox=[22, 883, 250, 907]
subheading: ARMENIAN CAMPAIGN. bbox=[778, 90, 918, 104]
subheading: ARMY MEAT STORES BURNED. bbox=[1239, 435, 1407, 448]
subheading: AVIATORS BUSY. bbox=[1035, 90, 1137, 104]
paragraph: The World says that Americans who intended booking passages by the French liner Espagne have been anonymously warned not to embark, in view of the German memorandum regarding armed merchantmen. bbox=[22, 1253, 250, 1314]
subheading: WAR MEDALS bbox=[1523, 632, 1599, 645]
paragraph: The Grand Duke Nicholas replied thanking Lord Kitchener and the brilliant British army. bbox=[737, 484, 959, 508]
